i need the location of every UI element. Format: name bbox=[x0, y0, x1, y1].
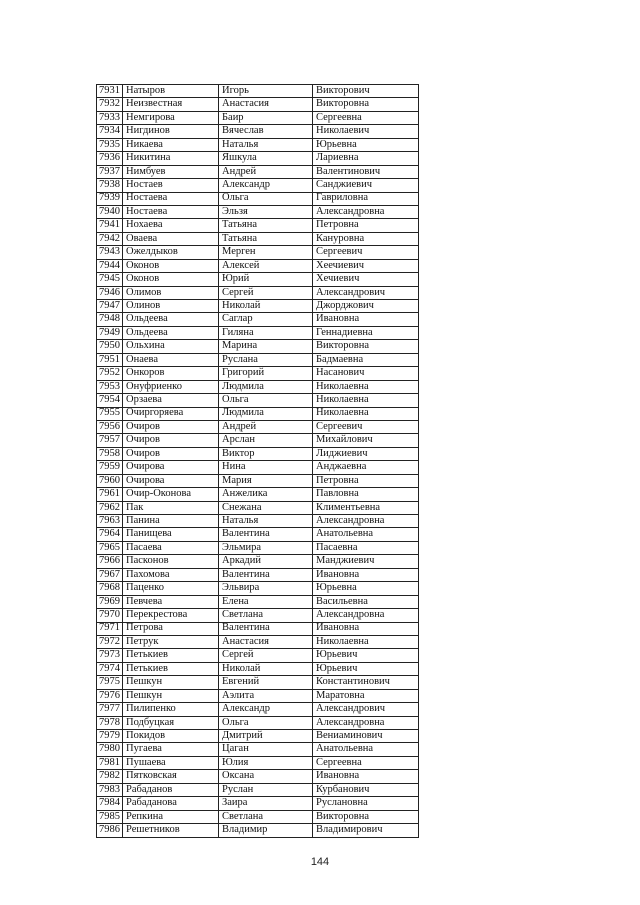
table-row bbox=[97, 152, 419, 165]
last-name-cell: Неизвестная bbox=[123, 98, 219, 111]
first-name-cell: Наталья bbox=[219, 515, 313, 528]
table-row bbox=[97, 353, 419, 366]
patronymic-cell: Юрьевна bbox=[313, 138, 419, 151]
patronymic-cell: Юрьевич bbox=[313, 649, 419, 662]
table-row bbox=[97, 380, 419, 393]
patronymic-cell: Ивановна bbox=[313, 622, 419, 635]
first-name-cell: Светлана bbox=[219, 609, 313, 622]
table-row bbox=[97, 232, 419, 245]
patronymic-cell: Петровна bbox=[313, 219, 419, 232]
table-row bbox=[97, 259, 419, 272]
table-row bbox=[97, 300, 419, 313]
table-row bbox=[97, 689, 419, 702]
first-name-cell: Саглар bbox=[219, 313, 313, 326]
last-name-cell: Онкоров bbox=[123, 367, 219, 380]
row-number-cell: 7961 bbox=[97, 488, 123, 501]
table-row bbox=[97, 541, 419, 554]
table-row bbox=[97, 205, 419, 218]
row-number-cell: 7955 bbox=[97, 407, 123, 420]
patronymic-cell: Насанович bbox=[313, 367, 419, 380]
patronymic-cell: Ивановна bbox=[313, 568, 419, 581]
row-number-cell: 7970 bbox=[97, 609, 123, 622]
row-number-cell: 7947 bbox=[97, 300, 123, 313]
row-number-cell: 7971 bbox=[97, 622, 123, 635]
patronymic-cell: Руслановна bbox=[313, 797, 419, 810]
first-name-cell: Юлия bbox=[219, 756, 313, 769]
last-name-cell: Ностаева bbox=[123, 192, 219, 205]
patronymic-cell: Бадмаевна bbox=[313, 353, 419, 366]
table-row bbox=[97, 98, 419, 111]
last-name-cell: Панищева bbox=[123, 528, 219, 541]
first-name-cell: Игорь bbox=[219, 85, 313, 98]
patronymic-cell: Лариевна bbox=[313, 152, 419, 165]
row-number-cell: 7978 bbox=[97, 716, 123, 729]
last-name-cell: Решетников bbox=[123, 824, 219, 837]
row-number-cell: 7953 bbox=[97, 380, 123, 393]
row-number-cell: 7983 bbox=[97, 783, 123, 796]
table-row bbox=[97, 192, 419, 205]
first-name-cell: Заира bbox=[219, 797, 313, 810]
table-row bbox=[97, 824, 419, 837]
last-name-cell: Ольдеева bbox=[123, 326, 219, 339]
table-row bbox=[97, 179, 419, 192]
table-row bbox=[97, 810, 419, 823]
table-row bbox=[97, 394, 419, 407]
row-number-cell: 7939 bbox=[97, 192, 123, 205]
table-row bbox=[97, 622, 419, 635]
row-number-cell: 7982 bbox=[97, 770, 123, 783]
first-name-cell: Владимир bbox=[219, 824, 313, 837]
table-row bbox=[97, 756, 419, 769]
last-name-cell: Пасконов bbox=[123, 555, 219, 568]
first-name-cell: Нина bbox=[219, 461, 313, 474]
row-number-cell: 7948 bbox=[97, 313, 123, 326]
patronymic-cell: Сергеевич bbox=[313, 420, 419, 433]
first-name-cell: Валентина bbox=[219, 622, 313, 635]
first-name-cell: Наталья bbox=[219, 138, 313, 151]
table-row bbox=[97, 286, 419, 299]
patronymic-cell: Николаевна bbox=[313, 394, 419, 407]
table-row bbox=[97, 85, 419, 98]
row-number-cell: 7981 bbox=[97, 756, 123, 769]
first-name-cell: Александр bbox=[219, 179, 313, 192]
first-name-cell: Аэлита bbox=[219, 689, 313, 702]
row-number-cell: 7941 bbox=[97, 219, 123, 232]
first-name-cell: Марина bbox=[219, 340, 313, 353]
last-name-cell: Пахомова bbox=[123, 568, 219, 581]
first-name-cell: Дмитрий bbox=[219, 730, 313, 743]
patronymic-cell: Викторович bbox=[313, 85, 419, 98]
first-name-cell: Виктор bbox=[219, 447, 313, 460]
first-name-cell: Валентина bbox=[219, 528, 313, 541]
patronymic-cell: Джорджович bbox=[313, 300, 419, 313]
last-name-cell: Пак bbox=[123, 501, 219, 514]
table-row bbox=[97, 501, 419, 514]
first-name-cell: Николай bbox=[219, 662, 313, 675]
first-name-cell: Татьяна bbox=[219, 219, 313, 232]
row-number-cell: 7974 bbox=[97, 662, 123, 675]
last-name-cell: Пушаева bbox=[123, 756, 219, 769]
patronymic-cell: Ивановна bbox=[313, 770, 419, 783]
row-number-cell: 7951 bbox=[97, 353, 123, 366]
patronymic-cell: Васильевна bbox=[313, 595, 419, 608]
row-number-cell: 7975 bbox=[97, 676, 123, 689]
last-name-cell: Ностаев bbox=[123, 179, 219, 192]
row-number-cell: 7956 bbox=[97, 420, 123, 433]
last-name-cell: Пешкун bbox=[123, 676, 219, 689]
patronymic-cell: Санджиевич bbox=[313, 179, 419, 192]
table-row bbox=[97, 595, 419, 608]
patronymic-cell: Александровна bbox=[313, 716, 419, 729]
first-name-cell: Анастасия bbox=[219, 635, 313, 648]
last-name-cell: Рабаданов bbox=[123, 783, 219, 796]
table-row bbox=[97, 703, 419, 716]
last-name-cell: Орзаева bbox=[123, 394, 219, 407]
table-row bbox=[97, 676, 419, 689]
last-name-cell: Онаева bbox=[123, 353, 219, 366]
roster-body bbox=[97, 85, 419, 838]
row-number-cell: 7943 bbox=[97, 246, 123, 259]
row-number-cell: 7940 bbox=[97, 205, 123, 218]
table-row bbox=[97, 313, 419, 326]
first-name-cell: Ольга bbox=[219, 394, 313, 407]
patronymic-cell: Сергеевич bbox=[313, 246, 419, 259]
row-number-cell: 7967 bbox=[97, 568, 123, 581]
row-number-cell: 7950 bbox=[97, 340, 123, 353]
first-name-cell: Оксана bbox=[219, 770, 313, 783]
row-number-cell: 7960 bbox=[97, 474, 123, 487]
row-number-cell: 7959 bbox=[97, 461, 123, 474]
table-row bbox=[97, 138, 419, 151]
table-row bbox=[97, 488, 419, 501]
first-name-cell: Григорий bbox=[219, 367, 313, 380]
table-row bbox=[97, 568, 419, 581]
patronymic-cell: Николаевна bbox=[313, 380, 419, 393]
patronymic-cell: Александрович bbox=[313, 286, 419, 299]
table-row bbox=[97, 662, 419, 675]
last-name-cell: Очиров bbox=[123, 447, 219, 460]
patronymic-cell: Михайлович bbox=[313, 434, 419, 447]
last-name-cell: Онуфриенко bbox=[123, 380, 219, 393]
patronymic-cell: Николаевна bbox=[313, 407, 419, 420]
patronymic-cell: Сергеевна bbox=[313, 756, 419, 769]
first-name-cell: Эльмира bbox=[219, 541, 313, 554]
row-number-cell: 7954 bbox=[97, 394, 123, 407]
row-number-cell: 7968 bbox=[97, 582, 123, 595]
table-row bbox=[97, 420, 419, 433]
first-name-cell: Андрей bbox=[219, 420, 313, 433]
row-number-cell: 7945 bbox=[97, 273, 123, 286]
patronymic-cell: Курбанович bbox=[313, 783, 419, 796]
table-row bbox=[97, 730, 419, 743]
row-number-cell: 7937 bbox=[97, 165, 123, 178]
row-number-cell: 7944 bbox=[97, 259, 123, 272]
table-row bbox=[97, 797, 419, 810]
last-name-cell: Никитина bbox=[123, 152, 219, 165]
first-name-cell: Ольга bbox=[219, 716, 313, 729]
last-name-cell: Олинов bbox=[123, 300, 219, 313]
row-number-cell: 7949 bbox=[97, 326, 123, 339]
patronymic-cell: Николаевич bbox=[313, 125, 419, 138]
last-name-cell: Певчева bbox=[123, 595, 219, 608]
last-name-cell: Очирова bbox=[123, 474, 219, 487]
patronymic-cell: Манджиевич bbox=[313, 555, 419, 568]
row-number-cell: 7934 bbox=[97, 125, 123, 138]
row-number-cell: 7931 bbox=[97, 85, 123, 98]
last-name-cell: Ожелдыков bbox=[123, 246, 219, 259]
first-name-cell: Александр bbox=[219, 703, 313, 716]
first-name-cell: Гиляна bbox=[219, 326, 313, 339]
patronymic-cell: Хеечиевич bbox=[313, 259, 419, 272]
row-number-cell: 7966 bbox=[97, 555, 123, 568]
last-name-cell: Подбуцкая bbox=[123, 716, 219, 729]
table-row bbox=[97, 367, 419, 380]
table-row bbox=[97, 716, 419, 729]
row-number-cell: 7933 bbox=[97, 111, 123, 124]
patronymic-cell: Константинович bbox=[313, 676, 419, 689]
table-row bbox=[97, 461, 419, 474]
patronymic-cell: Анатольевна bbox=[313, 743, 419, 756]
patronymic-cell: Александровна bbox=[313, 205, 419, 218]
table-row bbox=[97, 125, 419, 138]
last-name-cell: Нохаева bbox=[123, 219, 219, 232]
first-name-cell: Сергей bbox=[219, 286, 313, 299]
patronymic-cell: Николаевна bbox=[313, 635, 419, 648]
patronymic-cell: Анатольевна bbox=[313, 528, 419, 541]
row-number-cell: 7985 bbox=[97, 810, 123, 823]
patronymic-cell: Кануровна bbox=[313, 232, 419, 245]
first-name-cell: Елена bbox=[219, 595, 313, 608]
row-number-cell: 7938 bbox=[97, 179, 123, 192]
first-name-cell: Эльвира bbox=[219, 582, 313, 595]
first-name-cell: Татьяна bbox=[219, 232, 313, 245]
patronymic-cell: Хечиевич bbox=[313, 273, 419, 286]
last-name-cell: Очиров bbox=[123, 434, 219, 447]
table-row bbox=[97, 434, 419, 447]
last-name-cell: Оконов bbox=[123, 259, 219, 272]
row-number-cell: 7964 bbox=[97, 528, 123, 541]
first-name-cell: Сергей bbox=[219, 649, 313, 662]
table-row bbox=[97, 649, 419, 662]
row-number-cell: 7935 bbox=[97, 138, 123, 151]
last-name-cell: Петрова bbox=[123, 622, 219, 635]
last-name-cell: Пешкун bbox=[123, 689, 219, 702]
patronymic-cell: Валентинович bbox=[313, 165, 419, 178]
patronymic-cell: Александровна bbox=[313, 609, 419, 622]
patronymic-cell: Лиджиевич bbox=[313, 447, 419, 460]
row-number-cell: 7936 bbox=[97, 152, 123, 165]
row-number-cell: 7980 bbox=[97, 743, 123, 756]
last-name-cell: Петькиев bbox=[123, 662, 219, 675]
last-name-cell: Паценко bbox=[123, 582, 219, 595]
row-number-cell: 7963 bbox=[97, 515, 123, 528]
patronymic-cell: Сергеевна bbox=[313, 111, 419, 124]
first-name-cell: Ольга bbox=[219, 192, 313, 205]
first-name-cell: Мария bbox=[219, 474, 313, 487]
patronymic-cell: Юрьевна bbox=[313, 582, 419, 595]
patronymic-cell: Пасаевна bbox=[313, 541, 419, 554]
first-name-cell: Анжелика bbox=[219, 488, 313, 501]
last-name-cell: Олимов bbox=[123, 286, 219, 299]
patronymic-cell: Викторовна bbox=[313, 810, 419, 823]
last-name-cell: Панина bbox=[123, 515, 219, 528]
patronymic-cell: Геннадиевна bbox=[313, 326, 419, 339]
last-name-cell: Ольхина bbox=[123, 340, 219, 353]
last-name-cell: Нимбуев bbox=[123, 165, 219, 178]
patronymic-cell: Павловна bbox=[313, 488, 419, 501]
table-row bbox=[97, 770, 419, 783]
first-name-cell: Людмила bbox=[219, 407, 313, 420]
row-number-cell: 7973 bbox=[97, 649, 123, 662]
first-name-cell: Эльзя bbox=[219, 205, 313, 218]
last-name-cell: Оваева bbox=[123, 232, 219, 245]
first-name-cell: Людмила bbox=[219, 380, 313, 393]
row-number-cell: 7932 bbox=[97, 98, 123, 111]
patronymic-cell: Викторовна bbox=[313, 340, 419, 353]
table-row bbox=[97, 326, 419, 339]
row-number-cell: 7979 bbox=[97, 730, 123, 743]
last-name-cell: Ностаева bbox=[123, 205, 219, 218]
last-name-cell: Перекрестова bbox=[123, 609, 219, 622]
last-name-cell: Пилипенко bbox=[123, 703, 219, 716]
table-row bbox=[97, 474, 419, 487]
first-name-cell: Вячеслав bbox=[219, 125, 313, 138]
first-name-cell: Руслан bbox=[219, 783, 313, 796]
row-number-cell: 7946 bbox=[97, 286, 123, 299]
table-row bbox=[97, 582, 419, 595]
patronymic-cell: Юрьевич bbox=[313, 662, 419, 675]
row-number-cell: 7969 bbox=[97, 595, 123, 608]
page-number: 144 bbox=[310, 856, 330, 868]
last-name-cell: Ольдеева bbox=[123, 313, 219, 326]
table-row bbox=[97, 783, 419, 796]
patronymic-cell: Владимирович bbox=[313, 824, 419, 837]
table-row bbox=[97, 555, 419, 568]
table-row bbox=[97, 515, 419, 528]
patronymic-cell: Маратовна bbox=[313, 689, 419, 702]
last-name-cell: Петрук bbox=[123, 635, 219, 648]
row-number-cell: 7984 bbox=[97, 797, 123, 810]
first-name-cell: Евгений bbox=[219, 676, 313, 689]
last-name-cell: Немгирова bbox=[123, 111, 219, 124]
first-name-cell: Баир bbox=[219, 111, 313, 124]
last-name-cell: Никаева bbox=[123, 138, 219, 151]
last-name-cell: Оконов bbox=[123, 273, 219, 286]
first-name-cell: Анастасия bbox=[219, 98, 313, 111]
table-row bbox=[97, 165, 419, 178]
patronymic-cell: Александрович bbox=[313, 703, 419, 716]
patronymic-cell: Ивановна bbox=[313, 313, 419, 326]
row-number-cell: 7952 bbox=[97, 367, 123, 380]
first-name-cell: Яшкула bbox=[219, 152, 313, 165]
table-row bbox=[97, 609, 419, 622]
table-row bbox=[97, 111, 419, 124]
last-name-cell: Очир-Оконова bbox=[123, 488, 219, 501]
last-name-cell: Пасаева bbox=[123, 541, 219, 554]
last-name-cell: Очиргоряева bbox=[123, 407, 219, 420]
roster-table bbox=[96, 84, 419, 838]
table-row bbox=[97, 635, 419, 648]
table-row bbox=[97, 246, 419, 259]
last-name-cell: Натыров bbox=[123, 85, 219, 98]
first-name-cell: Юрий bbox=[219, 273, 313, 286]
first-name-cell: Андрей bbox=[219, 165, 313, 178]
last-name-cell: Покидов bbox=[123, 730, 219, 743]
patronymic-cell: Викторовна bbox=[313, 98, 419, 111]
first-name-cell: Светлана bbox=[219, 810, 313, 823]
row-number-cell: 7962 bbox=[97, 501, 123, 514]
patronymic-cell: Климентьевна bbox=[313, 501, 419, 514]
table-row bbox=[97, 743, 419, 756]
first-name-cell: Алексей bbox=[219, 259, 313, 272]
patronymic-cell: Александровна bbox=[313, 515, 419, 528]
table-row bbox=[97, 528, 419, 541]
row-number-cell: 7972 bbox=[97, 635, 123, 648]
patronymic-cell: Вениаминович bbox=[313, 730, 419, 743]
first-name-cell: Арслан bbox=[219, 434, 313, 447]
first-name-cell: Снежана bbox=[219, 501, 313, 514]
first-name-cell: Аркадий bbox=[219, 555, 313, 568]
last-name-cell: Пятковская bbox=[123, 770, 219, 783]
first-name-cell: Николай bbox=[219, 300, 313, 313]
row-number-cell: 7957 bbox=[97, 434, 123, 447]
row-number-cell: 7977 bbox=[97, 703, 123, 716]
last-name-cell: Репкина bbox=[123, 810, 219, 823]
last-name-cell: Пугаева bbox=[123, 743, 219, 756]
row-number-cell: 7976 bbox=[97, 689, 123, 702]
patronymic-cell: Петровна bbox=[313, 474, 419, 487]
table-row bbox=[97, 219, 419, 232]
row-number-cell: 7986 bbox=[97, 824, 123, 837]
table-row bbox=[97, 447, 419, 460]
row-number-cell: 7958 bbox=[97, 447, 123, 460]
last-name-cell: Рабаданова bbox=[123, 797, 219, 810]
last-name-cell: Очирова bbox=[123, 461, 219, 474]
table-row bbox=[97, 273, 419, 286]
first-name-cell: Мерген bbox=[219, 246, 313, 259]
last-name-cell: Нигдинов bbox=[123, 125, 219, 138]
row-number-cell: 7942 bbox=[97, 232, 123, 245]
patronymic-cell: Анджаевна bbox=[313, 461, 419, 474]
last-name-cell: Очиров bbox=[123, 420, 219, 433]
last-name-cell: Петькиев bbox=[123, 649, 219, 662]
first-name-cell: Валентина bbox=[219, 568, 313, 581]
first-name-cell: Цаган bbox=[219, 743, 313, 756]
first-name-cell: Руслана bbox=[219, 353, 313, 366]
table-row bbox=[97, 340, 419, 353]
patronymic-cell: Гавриловна bbox=[313, 192, 419, 205]
row-number-cell: 7965 bbox=[97, 541, 123, 554]
table-row bbox=[97, 407, 419, 420]
